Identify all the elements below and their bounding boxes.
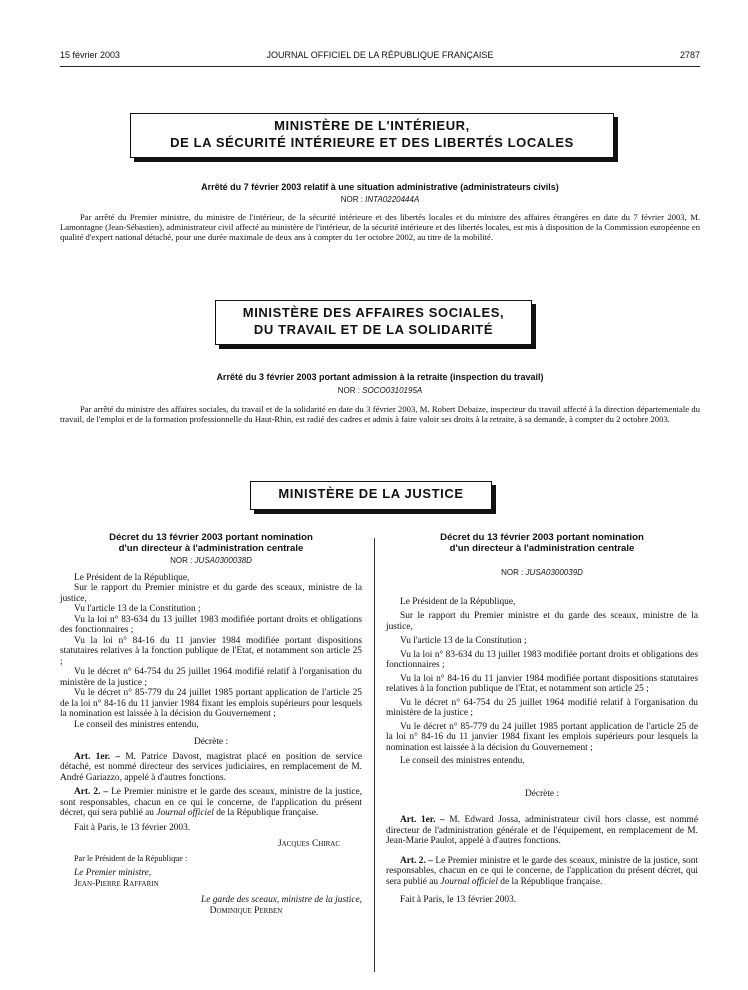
nor-reference [60, 556, 362, 567]
decree-title: d'un directeur à l'administration centrale [449, 543, 635, 554]
preamble: Le conseil des ministres entendu, [400, 756, 525, 766]
article-label: Art. 1er. – [74, 751, 121, 762]
visa: Vu la loi n° 83-634 du 13 juillet 1983 modifiée portant droits et obligations des fonctionnaires ; [386, 649, 698, 670]
visa: Vu le décret n° 64-754 du 25 juillet 1964 modifié relatif à l'organisation du ministère de la justice ; [60, 667, 362, 688]
decrete-heading: Décrète : [524, 788, 560, 799]
visa: Vu la loi n° 84-16 du 11 janvier 1984 modifiée portant dispositions statutaires relatives à la fonction publique de l'Etat, et notamment son article 25 ; [386, 673, 698, 694]
journal-officiel-ref: Journal officiel [440, 876, 498, 887]
arrete-text: Par arrêté du ministre des affaires sociales, du travail et de la solidarité en date du 3 février 2003, M. Robert Debaize, inspecteur du travail affecté à la direction départementale du travail, de l'emploi et de la formation professionnelle du Haut-Rhin, est radié des cadres et admis à faire valoir ses droits à la retraite, à sa demande, à compter du 2 octobre 2003. [60, 404, 700, 424]
signature-title: Le Premier ministre, [74, 868, 152, 878]
arrete-title: Arrêté du 3 février 2003 portant admission à la retraite (inspection du travail) [216, 372, 544, 382]
decrete-heading: Décrète : [193, 737, 229, 747]
header-date: 15 février 2003 [60, 50, 121, 60]
visa: Vu l'article 13 de la Constitution ; [74, 604, 201, 614]
visa: Vu le décret n° 85-779 du 24 juillet 1985 portant application de l'article 25 de la loi n° 84-16 du 11 janvier 1984 fixant les emplois supérieurs pour lesquels la nomination est laissée à la décision du Gouvernement ; [60, 688, 362, 719]
article-text: Le Premier ministre et le garde des sceaux, ministre de la justice, sont responsables, chacun en ce qui le concerne, de l'application du présent décret, qui sera publié au [60, 787, 362, 818]
visa: Vu la loi n° 83-634 du 13 juillet 1983 modifiée portant droits et obligations des fonctionnaires ; [60, 614, 362, 635]
decree-title: Décret du 13 février 2003 portant nomination [440, 532, 644, 543]
article-text: de la République française. [213, 808, 319, 818]
header-rule [60, 66, 700, 67]
article-2 [386, 856, 698, 888]
nor-reference [60, 195, 700, 204]
article-1 [386, 815, 698, 847]
article-1 [60, 752, 362, 784]
page-number: 2787 [679, 50, 700, 60]
article-label: Art. 2. – [74, 787, 109, 797]
ministry-justice-heading [250, 481, 492, 510]
preamble: Le Président de la République, [400, 596, 516, 607]
journal-officiel-ref: Journal officiel [156, 808, 214, 818]
nor-code: SOCO0310195A [362, 386, 423, 395]
preamble: Le Président de la République, [74, 572, 190, 583]
decree-left [60, 532, 362, 916]
visa: Vu la loi n° 84-16 du 11 janvier 1984 modifiée portant dispositions statutaires relatives à la fonction publique de l'Etat, et notamment son article 25 ; [60, 635, 362, 667]
signature-date: Fait à Paris, le 13 février 2003. [400, 895, 517, 905]
signature-title: Le garde des sceaux, ministre de la justice, [201, 895, 362, 905]
signature-pm-title [60, 868, 362, 879]
article-2 [60, 787, 362, 819]
signature-by: Par le Président de la République : [74, 853, 188, 863]
ministry-line: MINISTÈRE DE LA JUSTICE [278, 486, 464, 501]
nor-reference [386, 568, 698, 579]
ministry-interieur-heading [130, 113, 614, 158]
article-text: Le Premier ministre et le garde des sceaux, ministre de la justice, sont responsables, chacun en ce qui le concerne, de l'application du présent décret, qui sera publié au [386, 855, 698, 887]
article-text: de la République française. [497, 876, 603, 887]
visa: Vu le décret n° 85-779 du 24 juillet 1985 portant application de l'article 25 de la loi n° 84-16 du 11 janvier 1984 fixant les emplois supérieurs pour lesquels la nomination est laissée à la décision du Gouvernement ; [386, 721, 698, 753]
nor-label: NOR : [340, 195, 363, 204]
article-label: Art. 2. – [400, 855, 433, 866]
nor-label: NOR : [170, 556, 193, 565]
arrete-title: Arrêté du 7 février 2003 relatif à une situation administrative (administrateurs civils) [201, 182, 559, 192]
preamble: Sur le rapport du Premier ministre et du garde des sceaux, ministre de la justice, [386, 611, 698, 632]
column-separator [374, 538, 375, 972]
nor-code: JUSA0300039D [525, 568, 583, 577]
ministry-line: DU TRAVAIL ET DE LA SOLIDARITÉ [253, 322, 494, 337]
signature-pm-name: Jean-Pierre Raffarin [74, 878, 159, 889]
decree-right [386, 532, 698, 906]
signature-gds-name: Dominique Perben [209, 905, 283, 916]
nor-code: JUSA0300038D [194, 556, 252, 565]
decree-title: Décret du 13 février 2003 portant nomination [109, 532, 313, 543]
ministry-line: MINISTÈRE DE L'INTÉRIEUR, [274, 118, 470, 133]
article-label: Art. 1er. – [400, 815, 445, 825]
running-header [60, 50, 700, 64]
nor-label: NOR : [501, 568, 524, 577]
nor-reference [60, 386, 700, 395]
signature-gds-title [60, 895, 362, 906]
article-text: M. Edward Jossa, administrateur civil hors classe, est nommé directeur de l'administration générale et de l'équipement, en remplacement de M. Jean-Marie Paulot, appelé à d'autres fonctions. [386, 815, 699, 846]
visa: Vu l'article 13 de la Constitution ; [400, 636, 527, 646]
ministry-line: MINISTÈRE DES AFFAIRES SOCIALES, [242, 305, 505, 320]
nor-label: NOR : [337, 386, 360, 395]
ministry-affaires-sociales-heading [215, 300, 532, 345]
ministry-line: DE LA SÉCURITÉ INTÉRIEURE ET DES LIBERTÉS LOCALES [170, 135, 574, 150]
nor-code: INTA0220444A [365, 195, 420, 204]
arrete-text: Par arrêté du Premier ministre, du ministre de l'intérieur, de la sécurité intérieure et des libertés locales et du ministre des affaires étrangères en date du 7 février 2003, M. Lamontagne (Jean-Sébastien), administrateur civil affecté au ministère de l'intérieur, de la sécurité intérieure et des libertés locales, est mis à disposition de la Commission européenne en qualité d'expert national détaché, pour une durée maximale de deux ans à compter du 1er octobre 2002, au titre de la mobilité. [60, 212, 700, 242]
visa: Vu le décret n° 64-754 du 25 juillet 1964 modifié relatif à l'organisation du ministère de la justice ; [386, 697, 698, 718]
article-text: M. Patrice Davost, magistrat placé en position de service détaché, est nommé directeur des services judiciaires, en remplacement de M. André Gariazzo, appelé à d'autres fonctions. [60, 751, 363, 783]
decree-title: d'un directeur à l'administration centrale [118, 543, 304, 554]
preamble: Sur le rapport du Premier ministre et du garde des sceaux, ministre de la justice, [60, 583, 362, 604]
signature-president: Jacques Chirac [277, 839, 340, 849]
journal-title: JOURNAL OFFICIEL DE LA RÉPUBLIQUE FRANÇAISE [266, 50, 494, 60]
signature-date: Fait à Paris, le 13 février 2003. [74, 822, 191, 833]
preamble: Le conseil des ministres entendu, [74, 719, 199, 730]
